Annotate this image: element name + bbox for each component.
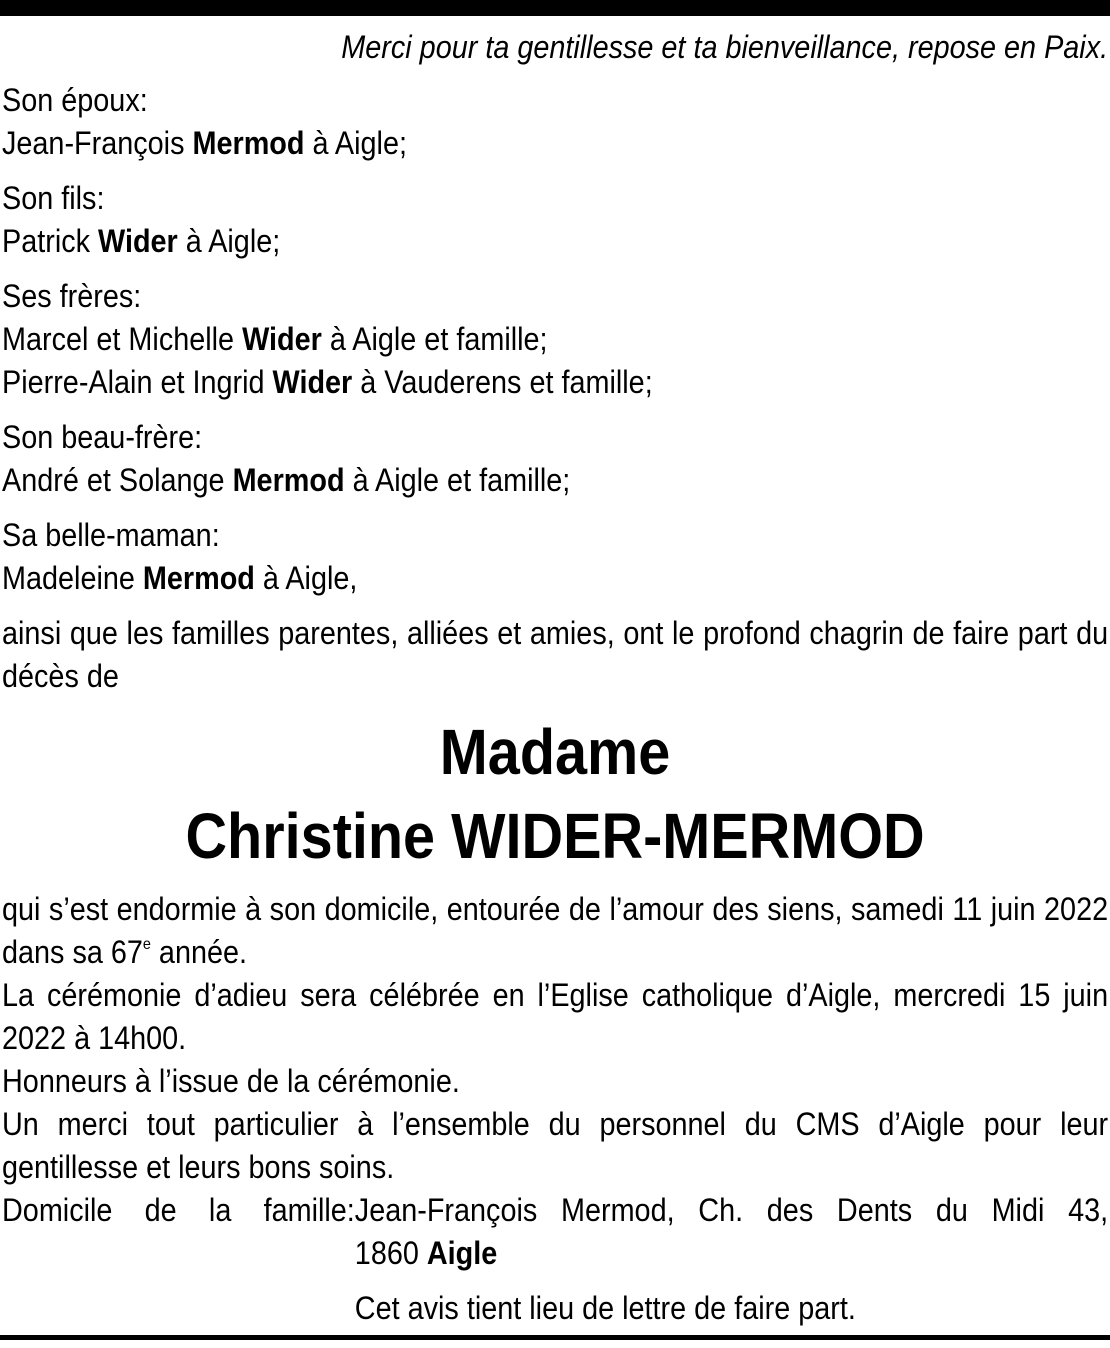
- deceased-title: Madame: [439, 716, 671, 788]
- family-group-brothers: [2, 275, 1108, 404]
- address-town: Aigle: [426, 1235, 498, 1271]
- family-surname: Mermod: [232, 462, 345, 498]
- family-domicile: [2, 1189, 1108, 1275]
- domicile-address: [355, 1189, 1108, 1275]
- family-group-brother-in-law: [2, 416, 1108, 502]
- family-surname: Mermod: [142, 560, 255, 596]
- tagline: Merci pour ta gentillesse et ta bienveillance, repose en Paix.: [341, 29, 1109, 65]
- address-line-1: Jean-François Mermod, Ch. des Dents du Midi 43,: [354, 1192, 1109, 1228]
- domicile-label: Domicile de la famille:: [2, 1192, 355, 1228]
- group-heading: Sa belle-maman:: [2, 517, 220, 553]
- family-line: Pierre-Alain et Ingrid Wider à Vauderens et famille;: [2, 364, 653, 400]
- closing-note: Cet avis tient lieu de lettre de faire part.: [354, 1290, 856, 1326]
- announcement-text: ainsi que les familles parentes, alliées et amies, ont le profond chagrin de faire part du décès de: [2, 615, 1109, 694]
- obituary-notice: [2, 26, 1108, 1330]
- ordinal-superscript: e: [142, 936, 151, 953]
- family-group-son: [2, 177, 1108, 263]
- family-surname: Mermod: [192, 125, 305, 161]
- death-text: qui s’est endormie à son domicile, entourée de l’amour des siens, samedi 11 juin 2022 dans sa 67e année.: [2, 891, 1109, 970]
- family-group-spouse: [2, 79, 1108, 165]
- group-heading: Son fils:: [2, 180, 105, 216]
- honours-text: Honneurs à l’issue de la cérémonie.: [2, 1063, 460, 1099]
- family-surname: Wider: [98, 223, 178, 259]
- family-line: Marcel et Michelle Wider à Aigle et famille;: [2, 321, 548, 357]
- address-line-2: 1860 Aigle: [354, 1235, 498, 1271]
- family-group-mother-in-law: [2, 514, 1108, 600]
- family-line: Jean-François Mermod à Aigle;: [2, 125, 407, 161]
- thanks-text: Un merci tout particulier à l’ensemble du personnel du CMS d’Aigle pour leur gentillesse et leurs bons soins.: [2, 1106, 1109, 1185]
- deceased-name: Christine WIDER-MERMOD: [185, 800, 925, 872]
- top-rule: [0, 0, 1110, 16]
- group-heading: Ses frères:: [2, 278, 142, 314]
- bottom-rule: [0, 1335, 1110, 1340]
- family-line: Madeleine Mermod à Aigle,: [2, 560, 358, 596]
- family-surname: Wider: [242, 321, 322, 357]
- family-line: André et Solange Mermod à Aigle et famille;: [2, 462, 571, 498]
- family-surname: Wider: [272, 364, 353, 400]
- group-heading: Son beau-frère:: [2, 419, 203, 455]
- ceremony-text: La cérémonie d’adieu sera célébrée en l’Eglise catholique d’Aigle, mercredi 15 juin 2022 à 14h00.: [2, 977, 1109, 1056]
- group-heading: Son époux:: [2, 82, 148, 118]
- family-line: Patrick Wider à Aigle;: [2, 223, 281, 259]
